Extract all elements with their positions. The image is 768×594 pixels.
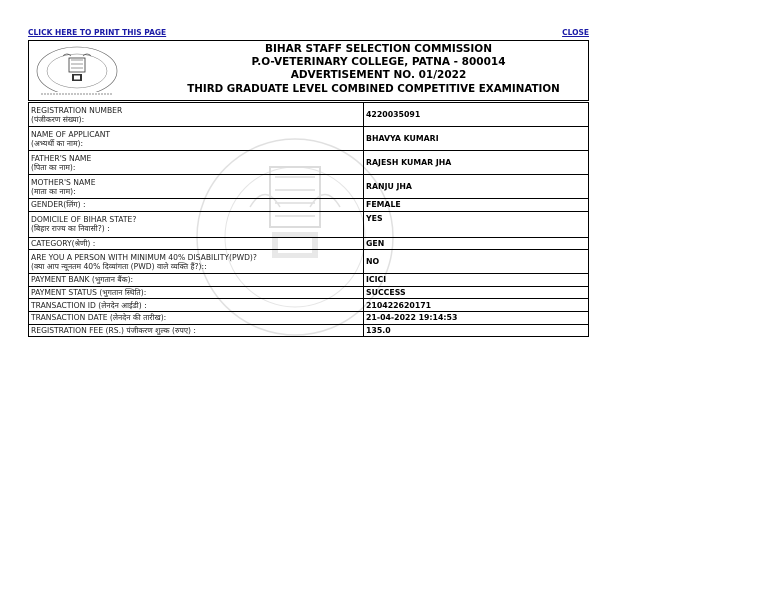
row-label: CATEGORY(श्रेणी) : xyxy=(29,237,364,250)
row-label: REGISTRATION NUMBER (पंजीकरण संख्या): xyxy=(29,103,364,127)
print-page-link[interactable]: CLICK HERE TO PRINT THIS PAGE xyxy=(28,28,167,37)
registration-fee-value: 135.0 xyxy=(364,324,589,337)
table-row xyxy=(29,286,589,299)
header-advertisement: ADVERTISEMENT NO. 01/2022 xyxy=(290,69,467,82)
table-row xyxy=(29,151,589,175)
row-label: REGISTRATION FEE (RS.) पंजीकरण शुल्क (रुपए) : xyxy=(29,324,364,337)
row-label: TRANSACTION ID (लेनदेन आईडी) : xyxy=(29,299,364,312)
close-link[interactable]: CLOSE xyxy=(562,28,589,37)
commission-seal-logo xyxy=(33,44,121,98)
table-row xyxy=(29,211,589,237)
table-row xyxy=(29,324,589,337)
header-address: P.O-VETERINARY COLLEGE, PATNA - 800014 xyxy=(251,56,506,69)
top-links-bar xyxy=(28,28,589,38)
row-label: MOTHER'S NAME (माता का नाम): xyxy=(29,175,364,199)
row-label: GENDER(लिंग) : xyxy=(29,199,364,212)
page-header xyxy=(28,40,589,101)
payment-bank-value: ICICI xyxy=(364,274,589,287)
registration-number-value: 4220035091 xyxy=(364,103,589,127)
row-label: FATHER'S NAME (पिता का नाम): xyxy=(29,151,364,175)
category-value: GEN xyxy=(364,237,589,250)
transaction-id-value: 210422620171 xyxy=(364,299,589,312)
table-row xyxy=(29,274,589,287)
pwd-value: NO xyxy=(364,250,589,274)
row-label: PAYMENT BANK (भुगतान बैंक): xyxy=(29,274,364,287)
row-label: NAME OF APPLICANT (अभ्यर्थी का नाम): xyxy=(29,127,364,151)
payment-status-value: SUCCESS xyxy=(364,286,589,299)
father-name-value: RAJESH KUMAR JHA xyxy=(364,151,589,175)
table-row xyxy=(29,237,589,250)
registration-table xyxy=(28,102,589,337)
table-row xyxy=(29,103,589,127)
registration-details xyxy=(28,102,589,337)
table-row xyxy=(29,311,589,324)
domicile-value: YES xyxy=(364,211,589,237)
table-row xyxy=(29,127,589,151)
row-label: DOMICILE OF BIHAR STATE? (बिहार राज्य का निवासी?) : xyxy=(29,211,364,237)
header-exam-name: THIRD GRADUATE LEVEL COMBINED COMPETITIVE EXAMINATION xyxy=(187,82,560,95)
table-row xyxy=(29,199,589,212)
transaction-date-value: 21-04-2022 19:14:53 xyxy=(364,311,589,324)
table-row xyxy=(29,175,589,199)
row-label: TRANSACTION DATE (लेनदेन की तारीख): xyxy=(29,311,364,324)
header-commission-name: BIHAR STAFF SELECTION COMMISSION xyxy=(264,43,493,55)
applicant-name-value: BHAVYA KUMARI xyxy=(364,127,589,151)
row-label: ARE YOU A PERSON WITH MINIMUM 40% DISABILITY(PWD)? (क्या आप न्यूनतम 40% दिव्यांगता (PWD) वाले व्यक्ति हैं?):: xyxy=(29,250,364,274)
table-row xyxy=(29,250,589,274)
row-label: PAYMENT STATUS (भुगतान स्थिति): xyxy=(29,286,364,299)
table-row xyxy=(29,299,589,312)
gender-value: FEMALE xyxy=(364,199,589,212)
mother-name-value: RANJU JHA xyxy=(364,175,589,199)
